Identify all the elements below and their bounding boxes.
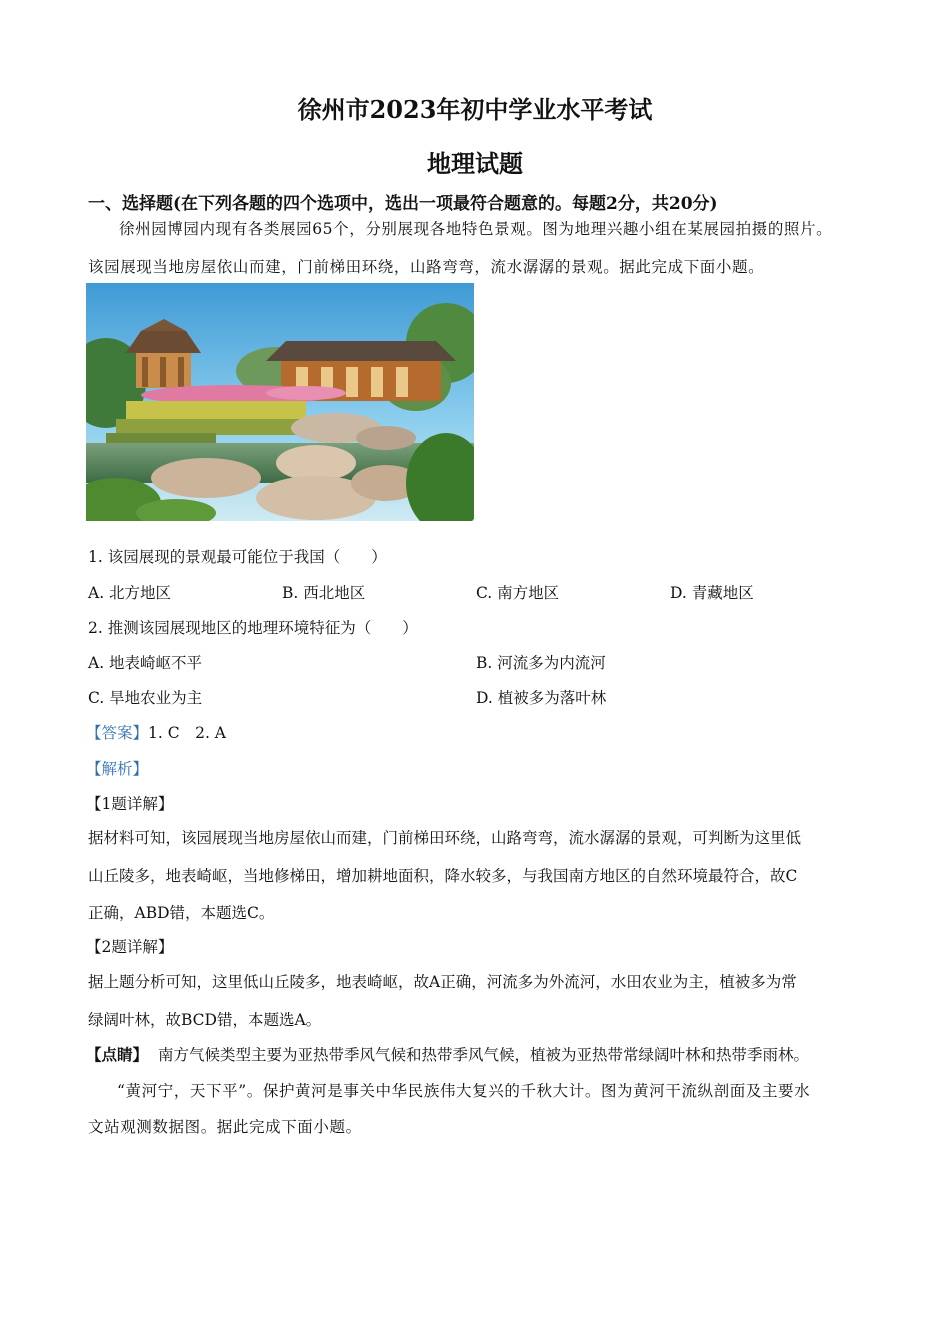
answer-row (86, 721, 226, 743)
q2-stem: 2. 推测该园展现地区的地理环境特征为（ ） (88, 619, 418, 637)
answer-text: 1. C 2. A (148, 724, 227, 742)
exam-subtitle: 地理试题 (427, 149, 523, 178)
section-heading: 一、选择题(在下列各题的四个选项中，选出一项最符合题意的。每题2分，共20分) (88, 194, 718, 214)
detail1-label: 【1题详解】 (86, 795, 174, 813)
q2-option-d: D. 植被多为落叶林 (476, 689, 607, 707)
answer-label: 【答案】 (86, 724, 149, 742)
analysis-label: 【解析】 (86, 760, 149, 778)
q1-stem: 1. 该园展现的景观最可能位于我国（ ） (88, 548, 387, 566)
tip-text: 南方气候类型主要为亚热带季风气候和热带季风气候，植被为亚热带常绿阔叶林和热带季雨林。 (158, 1046, 810, 1064)
passage1-line2: 该园展现当地房屋依山而建，门前梯田环绕，山路弯弯，流水潺潺的景观。据此完成下面小题。 (88, 258, 765, 276)
detail1-line1: 据材料可知，该园展现当地房屋依山而建，门前梯田环绕，山路弯弯，流水潺潺的景观，可判断为这里低 (88, 829, 802, 847)
detail2-line1: 据上题分析可知，这里低山丘陵多，地表崎岖，故A正确，河流多为外流河，水田农业为主，植被多为常 (88, 973, 797, 991)
detail1-line3: 正确，ABD错，本题选C。 (88, 904, 275, 922)
q1-option-d: D. 青藏地区 (670, 584, 754, 602)
detail2-line2: 绿阔叶林，故BCD错，本题选A。 (88, 1011, 322, 1029)
garden-photo (86, 283, 474, 521)
q2-option-b: B. 河流多为内流河 (476, 654, 606, 672)
q2-option-a: A. 地表崎岖不平 (88, 654, 203, 672)
tip-label: 【点睛】 (86, 1045, 149, 1064)
tip-row (86, 1043, 809, 1065)
passage1-line1: 徐州园博园内现有各类展园65个，分别展现各地特色景观。图为地理兴趣小组在某展园拍摄的照片。 (119, 220, 833, 238)
q1-option-c: C. 南方地区 (476, 584, 560, 602)
q1-option-b: B. 西北地区 (282, 584, 366, 602)
q2-option-c: C. 旱地农业为主 (88, 689, 203, 707)
passage2-line1: “黄河宁，天下平”。保护黄河是事关中华民族伟大复兴的千秋大计。图为黄河干流纵剖面及主要水 (117, 1082, 811, 1100)
q1-option-a: A. 北方地区 (88, 584, 172, 602)
detail1-line2: 山丘陵多，地表崎岖，当地修梯田，增加耕地面积，降水较多，与我国南方地区的自然环境最符合，故C (88, 867, 798, 885)
detail2-label: 【2题详解】 (86, 938, 174, 956)
passage2-line2: 文站观测数据图。据此完成下面小题。 (88, 1118, 362, 1136)
exam-title: 徐州市2023年初中学业水平考试 (297, 95, 653, 124)
